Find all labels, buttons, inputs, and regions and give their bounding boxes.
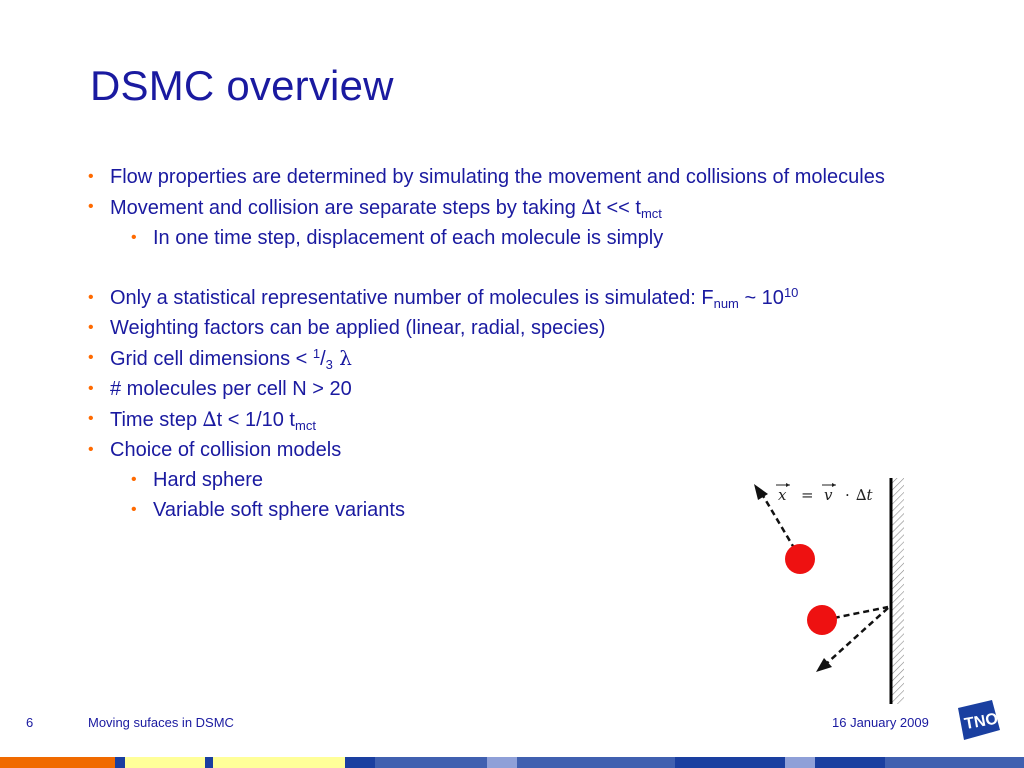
bullet-text: Hard sphere: [153, 469, 264, 491]
bullet-list: [88, 162, 908, 525]
bullet-text: # molecules per cell N > 20: [110, 378, 352, 400]
bullet-dot-icon: •: [88, 198, 94, 215]
bullet-text: Grid cell dimensions <: [110, 348, 313, 370]
bullet-text-continued: ~ 10: [738, 287, 784, 309]
fraction-slash: /: [320, 348, 326, 370]
bullet-item: [88, 192, 908, 223]
bullet-dot-icon: •: [88, 319, 94, 336]
bullet-text: Movement and collision are separate steps by taking: [110, 197, 582, 219]
bullet-text: Flow properties are determined by simulating the movement and collisions of molecules: [110, 166, 885, 188]
displacement-equation: [776, 483, 873, 504]
equation-dt: ∆t: [856, 486, 873, 504]
bullet-dot-icon: •: [131, 229, 137, 246]
bullet-text: Choice of collision models: [110, 439, 342, 461]
bullet-item: [88, 313, 908, 343]
subscript: mct: [640, 206, 662, 221]
slide-date: 16 January 2009: [832, 715, 929, 730]
equation-x: x: [778, 486, 787, 504]
bullet-dot-icon: •: [88, 410, 94, 427]
tno-logo: [952, 700, 1002, 740]
bullet-item: [88, 435, 908, 465]
bullet-text: In one time step, displacement of each molecule is simply: [153, 227, 664, 249]
bullet-dot-icon: •: [88, 380, 94, 397]
delta-symbol: ∆: [581, 195, 596, 219]
bullet-item: [88, 162, 908, 192]
arrowhead-icon: [816, 658, 832, 672]
equation-v: v: [824, 486, 833, 504]
bullet-text: Weighting factors can be applied (linear, radial, species): [110, 317, 606, 339]
arrowhead-icon: [754, 484, 768, 500]
lambda-symbol: λ: [332, 346, 352, 370]
bullet-item: [88, 343, 908, 374]
bullet-dot-icon: •: [131, 471, 137, 488]
bullet-dot-icon: •: [88, 441, 94, 458]
wall-hatching: [891, 478, 904, 704]
delta-symbol: ∆: [202, 407, 217, 431]
bullet-item: [88, 404, 908, 435]
subscript: num: [713, 296, 739, 311]
bullet-text-continued: t << t: [595, 197, 641, 219]
bullet-dot-icon: •: [131, 501, 137, 518]
bullet-item: [88, 283, 908, 313]
superscript: 1: [312, 346, 321, 361]
sub-bullet-item: [131, 223, 908, 253]
bullet-text-continued: t < 1/10 t: [216, 409, 295, 431]
equation-equals: =: [801, 486, 814, 504]
bullet-dot-icon: •: [88, 289, 94, 306]
equation-dot: ·: [845, 486, 850, 504]
tno-logo-text: TNO: [963, 710, 1000, 734]
molecule-2: [807, 605, 837, 635]
bullet-spacer: [88, 253, 908, 283]
subscript: mct: [294, 418, 316, 433]
presentation-title: Moving sufaces in DSMC: [88, 715, 234, 730]
slide-title: DSMC overview: [90, 62, 394, 109]
superscript: 10: [783, 285, 799, 300]
subscript: 3: [325, 357, 333, 372]
molecule-1: [785, 544, 815, 574]
bullet-text: Time step: [110, 409, 203, 431]
footer-color-stripe: [0, 757, 1024, 768]
bullet-dot-icon: •: [88, 168, 94, 185]
bullet-dot-icon: •: [88, 349, 94, 366]
bullet-item: [88, 374, 908, 404]
page-number: 6: [26, 715, 34, 730]
bullet-text: Variable soft sphere variants: [153, 499, 405, 521]
molecule-collision-diagram: [740, 472, 920, 708]
bullet-text: Only a statistical representative number of molecules is simulated: F: [110, 287, 714, 309]
